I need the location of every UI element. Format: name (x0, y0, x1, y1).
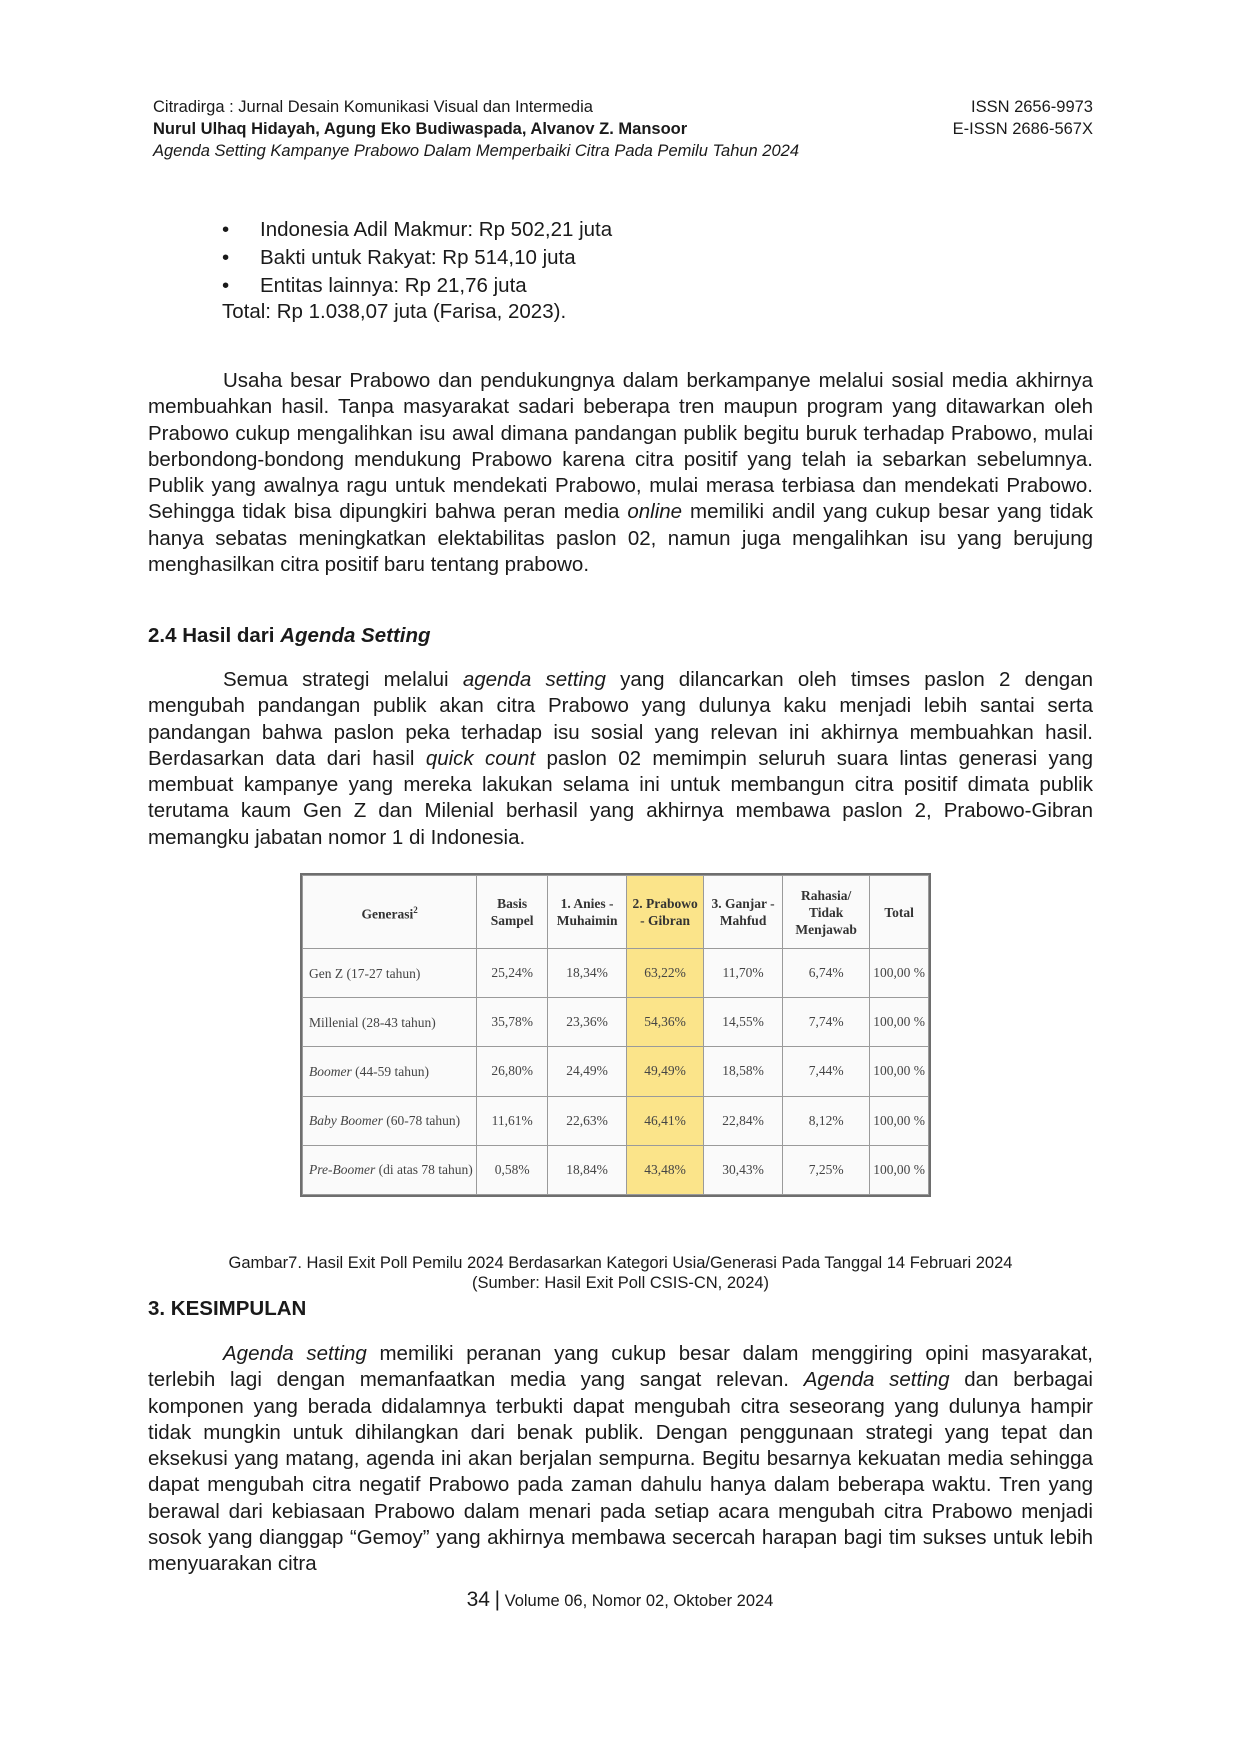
header-anies: 1. Anies - Muhaimin (548, 876, 627, 949)
paragraph-italic: agenda setting (462, 668, 606, 691)
cell-anies: 23,36% (548, 998, 627, 1047)
cell-total: 100,00 % (870, 949, 929, 998)
paragraph-text: dan berbagai komponen yang berada didalamnya terbukti dapat mengubah citra seseorang yang dulunya hampir tidak mungkin untuk dihilangkan dari benak publik. Dengan penggunaan strategi yang tepat dan eksekusi yang matang, agenda ini akan berjalan sempurna. Begitu besarnya kekuatan media sehingga dapat mengubah citra negatif Prabowo pada zaman dahulu hanya dalam beberapa waktu. Tren yang berawal dari kebiasaan Prabowo dalam menari pada setiap acara mengubah citra Prabowo menjadi sosok yang dianggap “Gemoy” yang akhirnya membawa secercah harapan bagi tim sukses untuk lebih menyuarakan citra (148, 1368, 1093, 1576)
heading-italic: Agenda Setting (280, 624, 431, 647)
caption-title: Gambar7. Hasil Exit Poll Pemilu 2024 Berdasarkan Kategori Usia/Generasi Pada Tanggal 14 Februari 2024 (228, 1254, 1013, 1272)
paragraph-italic: quick count (425, 746, 536, 770)
paragraph-text: Usaha besar Prabowo dan pendukungnya dalam berkampanye melalui sosial media akhirnya membuahkan hasil. Tanpa masyarakat sadari beberapa tren maupun program yang ditawarkan oleh Prabowo cukup mengalihkan isu awal dimana pandangan publik begitu buruk terhadap Prabowo, mulai berbondong-bondong mendukung Prabowo karena citra positif yang telah ia sebarkan sebelumnya. Publik yang awalnya ragu untuk mendekati Prabowo, mulai merasa terbiasa dan mendekati Prabowo. Sehingga tidak bisa dipungkiri bahwa peran media (148, 369, 1093, 524)
cell-generasi: Millenial (28-43 tahun) (303, 998, 477, 1047)
funding-total: Total: Rp 1.038,07 juta (Farisa, 2023). (222, 300, 567, 323)
journal-name: Citradirga : Jurnal Desain Komunikasi Visual dan Intermedia (153, 98, 593, 116)
cell-rahasia: 7,25% (783, 1145, 870, 1194)
table-row (303, 1096, 929, 1145)
cell-basis: 35,78% (477, 998, 548, 1047)
header-ganjar: 3. Ganjar - Mahfud (704, 876, 783, 949)
cell-total: 100,00 % (870, 1145, 929, 1194)
section-heading-2-4 (148, 624, 431, 648)
list-item: • Indonesia Adil Makmur: Rp 502,21 juta (222, 216, 612, 244)
paragraph-3 (148, 1341, 1093, 1578)
cell-total: 100,00 % (870, 1047, 929, 1096)
list-item: • Entitas lainnya: Rp 21,76 juta (222, 272, 612, 300)
exit-poll-table (302, 875, 929, 1195)
cell-ganjar: 14,55% (704, 998, 783, 1047)
table-row (303, 998, 929, 1047)
cell-ganjar: 30,43% (704, 1145, 783, 1194)
paragraph-italic: Agenda setting (223, 1342, 367, 1365)
paragraph-text: yang dilancarkan oleh timses paslon 2 dengan mengubah pandangan publik akan citra Prabowo yang dulunya kaku menjadi lebih santai serta pandangan bahwa paslon peka terhadap isu sosial yang relevan ini akhirnya membuahkan hasil. Berdasarkan data dari hasil (148, 668, 1093, 770)
eissn: E-ISSN 2686-567X (952, 120, 1093, 138)
section-heading-kesimpulan: 3. KESIMPULAN (148, 1297, 307, 1320)
funding-bullet-list (222, 216, 612, 300)
paragraph-text: memiliki peranan yang cukup besar dalam menggiring opini masyarakat, terlebih lagi dengan memanfaatkan media yang sangat relevan. (148, 1342, 1093, 1392)
cell-basis: 26,80% (477, 1047, 548, 1096)
cell-rahasia: 7,74% (783, 998, 870, 1047)
cell-anies: 18,34% (548, 949, 627, 998)
cell-generasi: Baby Boomer (60-78 tahun) (303, 1096, 477, 1145)
table-header-row (303, 876, 929, 949)
cell-generasi: Boomer (44-59 tahun) (303, 1047, 477, 1096)
header-basis: Basis Sampel (477, 876, 548, 949)
table-row (303, 949, 929, 998)
running-header (153, 96, 1093, 162)
cell-ganjar: 18,58% (704, 1047, 783, 1096)
cell-total: 100,00 % (870, 998, 929, 1047)
cell-total: 100,00 % (870, 1096, 929, 1145)
header-total: Total (870, 876, 929, 949)
cell-generasi: Pre-Boomer (di atas 78 tahun) (303, 1145, 477, 1194)
cell-prabowo: 63,22% (627, 949, 704, 998)
cell-ganjar: 22,84% (704, 1096, 783, 1145)
cell-rahasia: 8,12% (783, 1096, 870, 1145)
paragraph-italic: Agenda setting (803, 1368, 950, 1392)
cell-anies: 22,63% (548, 1096, 627, 1145)
paragraph-text: Semua strategi melalui (223, 668, 463, 691)
cell-generasi: Gen Z (17-27 tahun) (303, 949, 477, 998)
article-title: Agenda Setting Kampanye Prabowo Dalam Memperbaiki Citra Pada Pemilu Tahun 2024 (153, 142, 800, 160)
page-number: 34 (466, 1588, 490, 1611)
paragraph-1 (148, 368, 1093, 578)
cell-prabowo: 54,36% (627, 998, 704, 1047)
cell-ganjar: 11,70% (704, 949, 783, 998)
cell-prabowo: 49,49% (627, 1047, 704, 1096)
header-rahasia: Rahasia/ Tidak Menjawab (783, 876, 870, 949)
author-names: Nurul Ulhaq Hidayah, Agung Eko Budiwaspada, Alvanov Z. Mansoor (153, 120, 688, 138)
exit-poll-table-figure (300, 873, 931, 1197)
header-generasi: Generasi$^2$ (303, 876, 477, 949)
cell-anies: 24,49% (548, 1047, 627, 1096)
paragraph-2 (148, 667, 1093, 851)
cell-prabowo: 43,48% (627, 1145, 704, 1194)
cell-anies: 18,84% (548, 1145, 627, 1194)
cell-rahasia: 6,74% (783, 949, 870, 998)
cell-basis: 11,61% (477, 1096, 548, 1145)
heading-text: 2.4 Hasil dari (148, 624, 281, 647)
volume-info: Volume 06, Nomor 02, Oktober 2024 (504, 1592, 774, 1610)
cell-basis: 0,58% (477, 1145, 548, 1194)
paragraph-text: paslon 02 memimpin seluruh suara lintas generasi yang membuat kampanye yang mereka lakukan selama ini untuk membangun citra positif dimata publik terutama kaum Gen Z dan Milenial berhasil yang akhirnya membawa paslon 2, Prabowo-Gibran memangku jabatan nomor 1 di Indonesia. (148, 746, 1094, 849)
figure-caption (148, 1253, 1093, 1293)
table-row (303, 1145, 929, 1194)
table-row (303, 1047, 929, 1096)
page-footer (0, 1588, 1240, 1612)
footer-separator: | (494, 1588, 501, 1611)
header-prabowo: 2. Prabowo - Gibran (627, 876, 704, 949)
issn: ISSN 2656-9973 (970, 98, 1093, 116)
cell-rahasia: 7,44% (783, 1047, 870, 1096)
paragraph-italic: online (627, 500, 683, 524)
cell-prabowo: 46,41% (627, 1096, 704, 1145)
list-item: • Bakti untuk Rakyat: Rp 514,10 juta (222, 244, 612, 272)
cell-basis: 25,24% (477, 949, 548, 998)
caption-source: (Sumber: Hasil Exit Poll CSIS-CN, 2024) (471, 1274, 770, 1292)
issn-block (953, 96, 1093, 140)
paragraph-text: memiliki andil yang cukup besar yang tidak hanya sebatas meningkatkan elektabilitas paslon 02, namun juga mengalihkan isu yang berujung menghasilkan citra positif baru tentang prabowo. (148, 500, 1093, 577)
